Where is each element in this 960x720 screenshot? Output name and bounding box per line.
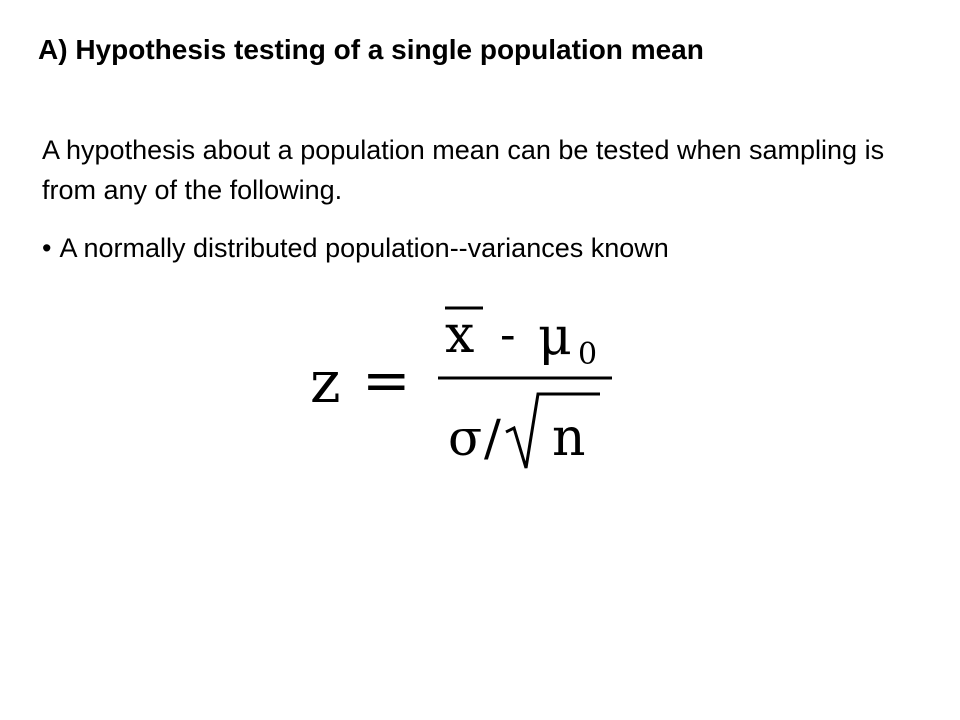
bullet-marker: •: [42, 233, 52, 263]
formula-minus: -: [500, 307, 516, 361]
bullet-text: A normally distributed population--variances known: [59, 233, 669, 263]
formula-slash: /: [484, 409, 501, 467]
formula-sigma: σ: [448, 409, 483, 467]
bullet-item: [42, 228, 669, 268]
formula-mu: μ: [538, 307, 572, 367]
formula-mu-subscript: 0: [578, 337, 598, 372]
formula-z: z: [310, 348, 341, 416]
intro-paragraph: A hypothesis about a population mean can be tested when sampling is from any of the following.: [42, 135, 885, 205]
z-score-formula: [300, 290, 630, 490]
formula-n: n: [552, 408, 586, 468]
formula-xbar: x: [445, 305, 475, 365]
formula-equals: =: [362, 346, 411, 414]
formula-graphic: [300, 290, 630, 490]
slide-title: A) Hypothesis testing of a single population mean: [38, 34, 704, 65]
